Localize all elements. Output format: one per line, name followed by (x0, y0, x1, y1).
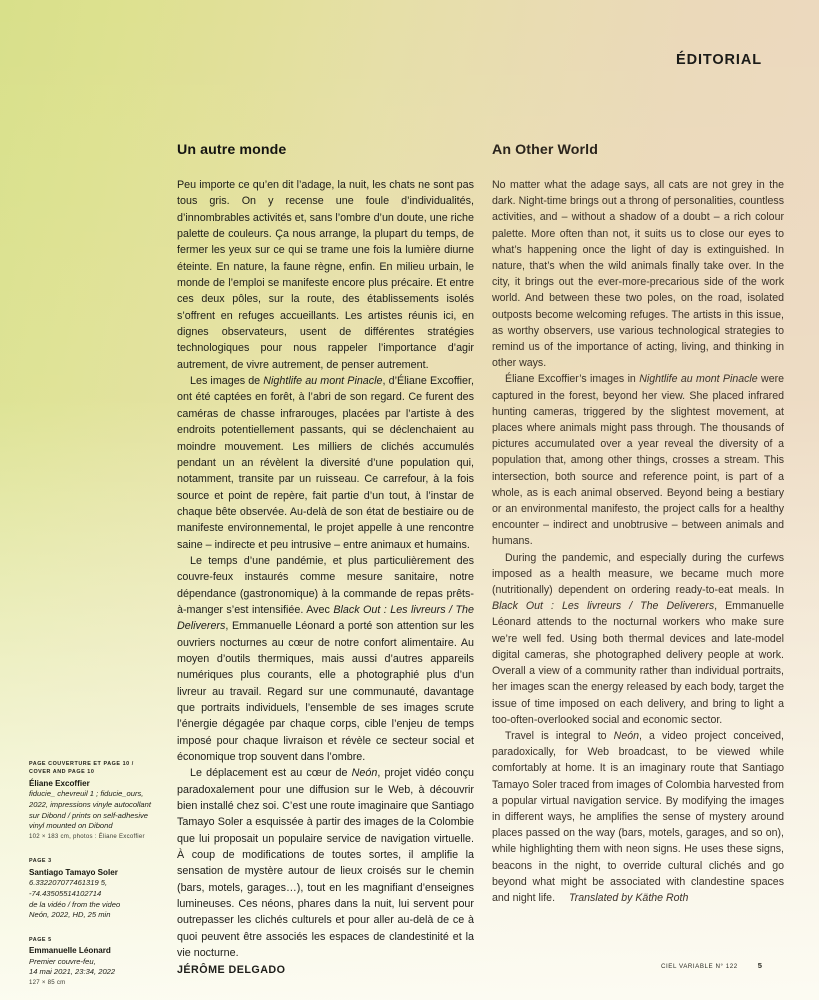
paragraph-en-4 (492, 728, 784, 906)
article-column-french (177, 142, 474, 978)
caption-work-title: fiducie_ chevreuil 1 ; fiducie_ours, (29, 789, 144, 799)
page-number: 5 (757, 961, 762, 970)
paragraph-fr-2-part-b: , d’Éliane Excoffier, ont été captées en forêt, à l’abri de son regard. Ce furent des caméras de chasse infrarouges, placées par l’artiste à des endroits potentiellement passants, qui se déclenchaient au moindre mouvement. Les milliers de clichés accumulés pendant un an révèlent la diversité d’une population qui, notamment, transite par un ruisseau. Ce carrefour, à la fois source et point de repère, fait partie d’un tout, à l’instar de chaque bête observée. Au-delà de son état de bestiaire ou de manifeste environnemental, le projet appelle à une rencontre saine – indirecte et peu intrusive – entre animaux et humains. (177, 375, 474, 551)
caption-page-label-line2: COVER AND PAGE 10 (29, 769, 95, 776)
caption-artist-name: Emmanuelle Léonard (29, 946, 111, 956)
paragraph-fr-1: Peu importe ce qu’en dit l’adage, la nuit, les chats ne sont pas tous gris. On y recense une foule d’individualités, d’innombrables activités et, sans l’ombre d’un doute, une riche palette de couleurs. Ça nous arrange, la plupart du temps, de fermer les yeux sur ce qui se trame une fois la lumière diurne éteinte. En nature, la faune règne, enfin. En milieu urbain, le monde de l’emploi se manifeste encore plus précaire. Et entre ces deux pôles, sur la route, des établissements isolés s’offrent en refuges accueillants. Les artistes réunis ici, en dignes observateurs, usent de différentes stratégies technologiques pour nous rappeler l’importance d’agir autrement, de vivre autrement, de penser autrement. (177, 179, 474, 371)
image-credits-sidebar (29, 760, 151, 989)
paragraph-en-2 (492, 371, 784, 549)
paragraph-en-3 (492, 550, 784, 728)
caption-page-label-line1: PAGE 5 (29, 936, 52, 943)
paragraph-fr-4 (177, 765, 474, 961)
caption-page-label-line1: PAGE COUVERTURE ET PAGE 10 / (29, 761, 134, 767)
paragraph-fr-2-part-a: Les images de (190, 375, 264, 388)
caption-page-label-line1: PAGE 3 (29, 858, 52, 865)
paragraph-en-2-part-b: were captured in the forest, beyond her view. She placed infrared hunting cameras, triggered by the slightest movement, at places where animals might pass through. The thousands of pictures accumulated over a year reveal the diversity of a population that, among other things, crosses a stream. This intersection, both source and reference point, is part of a whole, as is each animal observed. Beyond being a bestiary or an environmental manifesto, the project calls for a healthy encounter – indirect and unobtrusive – between animals and humans. (492, 373, 785, 548)
article-column-english (492, 142, 784, 906)
page-footer (661, 961, 762, 970)
caption-work-title: 6.332207077461319 5, -74.43505514102714 (29, 878, 108, 898)
publication-name: CIEL VARIABLE N° 122 (661, 963, 738, 970)
work-title-blackout-en: Black Out : Les livreurs / The Deliverers (492, 600, 715, 613)
paragraph-fr-4-part-b: , projet vidéo conçu paradoxalement pour une diffusion sur le Web, à découvrir bien installé chez soi. C’est une route imaginaire que Santiago Tamayo Soler a esquissée à partir des images de la Colombie que lui proposait un populaire service de navigation virtuelle. À coup de modifications de toutes sortes, il amplifie la sensation de mystère autour de lieux croisés sur le chemin (bars, motels, garages…), tout en les magnifiant d’enseignes lumineuses. Ces néons, phares dans la nuit, lui servent pour outrepasser les clichés culturels et pour aller au-delà de ce à quoi peuvent être associés les espaces de clandestinité et la vie nocturne. (177, 767, 475, 960)
paragraph-en-4-part-a: Travel is integral to (505, 729, 614, 742)
caption-artist-name: Santiago Tamayo Soler (29, 867, 118, 877)
translator-credit: Translated by Käthe Roth (569, 891, 689, 904)
caption-dimensions: 127 × 85 cm (29, 979, 66, 987)
caption-detail-line1: de la vidéo / from the video (29, 899, 121, 909)
paragraph-en-2-part-a: Éliane Excoffier’s images in (505, 373, 640, 386)
work-title-nightlife-en: Nightlife au mont Pinacle (639, 373, 758, 386)
paragraph-en-1: No matter what the adage says, all cats are not grey in the dark. Night-time brings out a throng of personalities, countless activities, and – without a shadow of a doubt – a rich colour palette. More often than not, it suits us to close our eyes to what’s happening once the light of day is extinguished. In nature, that’s when the wild animals finally take over. In the city, it brings out the ever-more-precarious side of the work world. And between these two poles, on the road, isolated outposts become welcoming refuges. The artists in this issue, as worthy observers, use various technological strategies to remind us of the importance of acting, living, and thinking in other ways. (492, 179, 784, 370)
caption-detail-line2: sur Dibond / prints on self-adhesive (29, 810, 149, 820)
work-title-neon-en: Neón (613, 729, 639, 742)
caption-dimensions: 102 × 183 cm, photos : Éliane Excoffier (29, 832, 145, 840)
paragraph-en-3-part-a: During the pandemic, and especially during the curfews imposed as a health measure, we became much more (nutritionally) dependent on ordering ready-to-eat meals. In (492, 551, 784, 597)
caption-artist-name: Éliane Excoffier (29, 778, 90, 788)
paragraph-en-4-part-b: , a video project conceived, paradoxically, for Web broadcast, to be viewed while comfortably at home. It is an imaginary route that Santiago Tamayo Soler traced from images of Colombia harvested from a popular virtual navigation service. By modifying the images in different ways, he amplifies the sense of mystery around places passed on the way (bars, motels, garages, and so on), while highlighting them with neon signs. He uses these signs, beacons in the night, to override cultural clichés and go beyond what might be associated with clandestine spaces and night life. (492, 729, 784, 904)
work-title-nightlife-fr: Nightlife au mont Pinacle (263, 375, 383, 388)
paragraph-fr-3-part-a: Le temps d’une pandémie, et plus particulièrement des couvre-feux instaurés comme mesure sanitaire, notre dépendance (gastronomique) à la commande de repas prêts-à-manger s’est intensifiée. Avec (177, 554, 474, 616)
paragraph-fr-3 (177, 553, 474, 765)
caption-block (29, 760, 151, 842)
caption-detail-line1: 2022, impressions vinyle autocollant (29, 799, 151, 809)
paragraph-fr-4-part-a: Le déplacement est au cœur de (190, 767, 352, 780)
section-header: ÉDITORIAL (676, 52, 762, 68)
work-title-blackout-fr: Black Out : Les livreurs / The Deliverers (177, 603, 474, 633)
article-title-english: An Other World (492, 142, 598, 158)
caption-detail-line3: vinyl mounted on Dibond (29, 821, 113, 831)
caption-detail-line2: Neón, 2022, HD, 25 min (29, 910, 111, 920)
paragraph-fr-3-part-b: , Emmanuelle Léonard a porté son attention sur les ouvriers nocturnes au cœur de notre confort alimentaire. Au moyen d’outils thermiques, mais aussi d’autres appareils numériques plus courants, elle a photographié plus d’un livreur au travail. Regard sur une communauté, davantage que portraits individuels, l’ensemble de ses images scrute l’énergie dégagée par chaque corps, cible l’enjeu de temps imposé pour chaque livraison et révèle ce secteur social et économique trop souvent dans l’ombre. (177, 620, 474, 764)
work-title-neon-fr: Neón (351, 767, 378, 780)
caption-block (29, 936, 151, 989)
paragraph-fr-2 (177, 373, 474, 553)
article-title-french: Un autre monde (177, 142, 287, 158)
paragraph-en-3-part-b: , Emmanuelle Léonard attends to the nocturnal workers who make sure we’re well fed. Using both thermal devices and late-model digital cameras, she photographed delivery people at work. Overall a view of a community rather than individual portraits, her images scan the energy released by each body, target the issue of time imposed on each delivery, and bring to light a too-often-overlooked social and economic sector. (492, 600, 784, 726)
caption-work-title: Premier couvre-feu, (29, 956, 96, 966)
caption-detail-line1: 14 mai 2021, 23:34, 2022 (29, 967, 116, 977)
author-byline: JÉRÔME DELGADO (177, 963, 286, 976)
caption-block (29, 857, 151, 920)
